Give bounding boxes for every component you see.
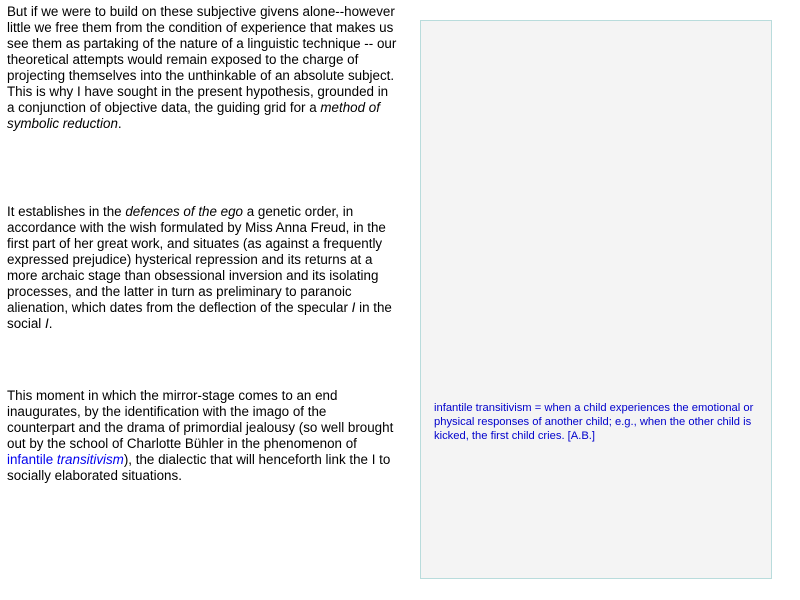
paragraph-2-emphasis-specular-i: I xyxy=(351,300,356,315)
paragraph-2-emphasis-social-i: I xyxy=(44,316,49,331)
paragraph-2-text-4: . xyxy=(48,316,53,331)
paragraph-1-end: . xyxy=(117,116,122,131)
paragraph-2-emphasis-defences: defences of the ego xyxy=(125,204,243,219)
paragraph-2-text-1: It establishes in the xyxy=(7,204,126,219)
paragraph-1-emphasis: method of symbolic reduction xyxy=(7,100,380,131)
transitivism-note-link[interactable] xyxy=(7,452,124,467)
annotation-sidebar xyxy=(420,20,772,579)
transitivism-link-italic: transitivism xyxy=(56,452,124,467)
paragraph-3-text-2: ), the dialectic that will henceforth link the I to socially elaborated situations. xyxy=(7,452,391,483)
paragraph-2-text-3: in the social xyxy=(7,300,392,331)
paragraph-2 xyxy=(7,204,397,332)
paragraph-2-text-2: a genetic order, in accordance with the wish formulated by Miss Anna Freud, in the first part of her great work, and situates (as against a frequently expressed prejudice) hysterical repression and its returns at a more archaic stage than obsessional inversion and its isolating processes, and the latter in turn as preliminary to paranoic alienation, which dates from the deflection of the specular xyxy=(7,204,386,315)
paragraph-1 xyxy=(7,4,397,132)
transitivism-link-plain: infantile xyxy=(7,452,57,467)
paragraph-3-text-1: This moment in which the mirror-stage comes to an end inaugurates, by the identification with the imago of the counterpart and the drama of primordial jealousy (so well brought out by the school of Charlotte Bühler in the phenomenon of xyxy=(7,388,394,451)
transitivism-annotation: infantile transitivism = when a child experiences the emotional or physical responses of another child; e.g., when the other child is kicked, the first child cries. [A.B.] xyxy=(434,402,754,442)
paragraph-3 xyxy=(7,388,397,484)
paragraph-1-text: But if we were to build on these subjective givens alone--however little we free them from the condition of experience that makes us see them as partaking of the nature of a linguistic technique -- our theoretical attempts would remain exposed to the charge of projecting themselves into the unthinkable of an absolute subject. This is why I have sought in the present hypothesis, grounded in a conjunction of objective data, the guiding grid for a xyxy=(7,4,397,115)
